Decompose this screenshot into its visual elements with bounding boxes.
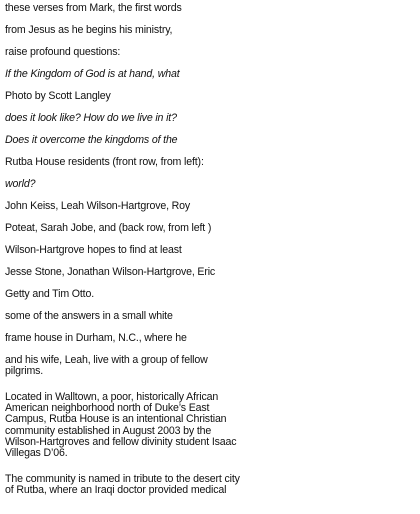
caption-line-stone: Jesse Stone, Jonathan Wilson-Hartgrove, Eric [5,266,216,278]
photo-credit: Photo by Scott Langley [5,90,111,102]
text-line-answers: some of the answers in a small white [5,310,173,322]
paragraph-line: Wilson-Hartgroves and fellow divinity student Isaac [5,435,237,448]
paragraph-line: and his wife, Leah, live with a group of fellow [5,354,208,366]
text-line-overcome: Does it overcome the kingdoms of the [5,134,178,146]
caption-line-keiss: John Keiss, Leah Wilson-Hartgrove, Roy [5,200,191,212]
paragraph-line: The community is named in tribute to the desert city [5,473,240,485]
paragraph-line: community established in August 2003 by the [5,424,212,437]
paragraph-rutba [5,473,240,497]
text-line-look-like: does it look like? How do we live in it? [5,112,177,124]
paragraph-line: Campus, Rutba House is an intentional Christian [5,413,227,426]
paragraph-line: Villegas D’06. [5,447,68,460]
text-line-frame-house: frame house in Durham, N.C., where he [5,332,187,344]
caption-line-residents: Rutba House residents (front row, from left): [5,156,204,168]
paragraph-line: of Rutba, where an Iraqi doctor provided medical [5,484,227,497]
text-line-jesus: from Jesus as he begins his ministry, [5,24,173,36]
text-line-verses: these verses from Mark, the first words [5,2,182,14]
paragraph-line: pilgrims. [5,365,44,378]
text-line-questions: raise profound questions: [5,46,121,58]
text-line-world: world? [5,178,36,190]
paragraph-pilgrims [5,355,220,377]
caption-line-getty: Getty and Tim Otto. [5,288,94,300]
paragraph-line: Located in Walltown, a poor, historically African [5,391,219,403]
caption-line-poteat: Poteat, Sarah Jobe, and (back row, from left ) [5,222,212,234]
text-line-kingdom-question: If the Kingdom of God is at hand, what [5,68,180,80]
paragraph-line: American neighborhood north of Duke’s East [5,402,210,415]
paragraph-walltown [5,391,237,460]
text-line-hopes: Wilson-Hartgrove hopes to find at least [5,244,182,256]
